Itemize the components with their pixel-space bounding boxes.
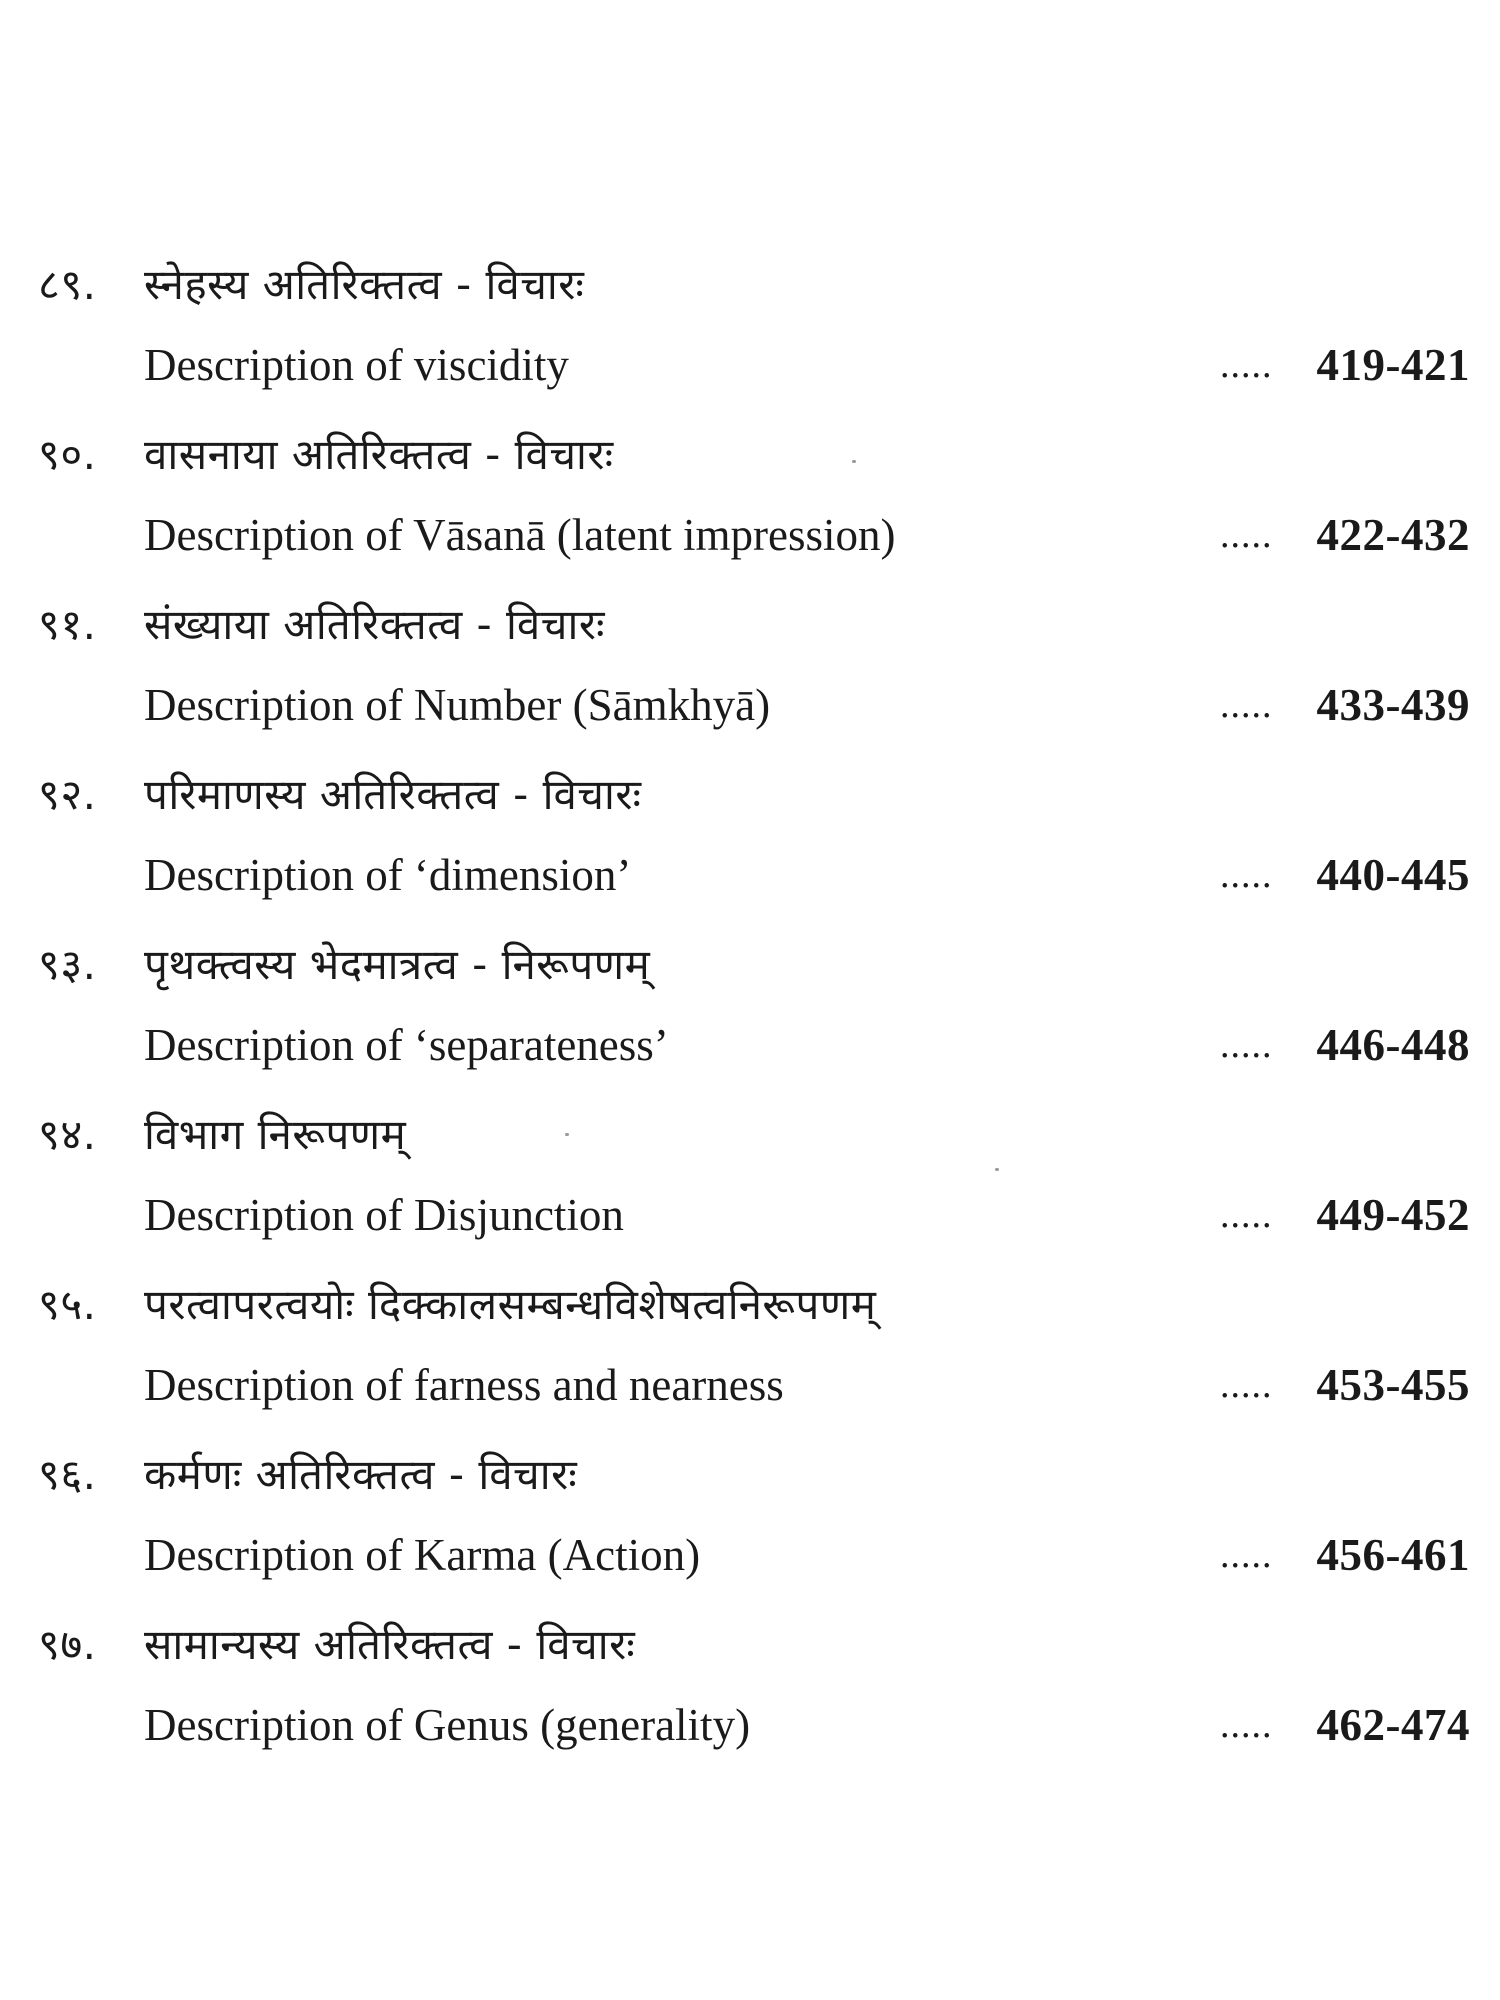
- page-range: 433-439: [1316, 680, 1470, 730]
- entry-number: ८९.: [38, 259, 97, 309]
- page-range: 453-455: [1316, 1360, 1470, 1410]
- english-line: [144, 1177, 1470, 1253]
- dot-leader: .....: [1220, 684, 1273, 726]
- toc-entry: [38, 1095, 1470, 1265]
- english-line: [144, 1007, 1470, 1083]
- dot-leader: .....: [1220, 514, 1273, 556]
- dot-leader: .....: [1220, 1024, 1273, 1066]
- sanskrit-title: वासनाया अतिरिक्तत्व - विचारः: [144, 429, 614, 479]
- english-title: Description of Karma (Action): [144, 1530, 701, 1580]
- table-of-contents: [38, 245, 1470, 1775]
- sanskrit-heading: [38, 1095, 406, 1171]
- entry-number: ९३.: [38, 939, 97, 989]
- scan-speck: [852, 460, 856, 463]
- entry-number: ९६.: [38, 1449, 97, 1499]
- sanskrit-heading: [38, 245, 584, 321]
- english-title: Description of Number (Sāmkhyā): [144, 680, 771, 730]
- entry-number: ९५.: [38, 1279, 97, 1329]
- scan-speck: [995, 1168, 999, 1171]
- sanskrit-heading: [38, 755, 642, 831]
- sanskrit-heading: [38, 925, 650, 1001]
- dot-leader: .....: [1220, 854, 1273, 896]
- dot-leader: .....: [1220, 1534, 1273, 1576]
- entry-number: ९०.: [38, 429, 97, 479]
- sanskrit-title: परत्वापरत्वयोः दिक्कालसम्बन्धविशेषत्वनिरूपणम्: [144, 1279, 877, 1329]
- english-line: [144, 1687, 1470, 1763]
- toc-entry: [38, 925, 1470, 1095]
- page-range: 419-421: [1316, 340, 1470, 390]
- toc-entry: [38, 245, 1470, 415]
- sanskrit-heading: [38, 1605, 635, 1681]
- sanskrit-title: संख्याया अतिरिक्तत्व - विचारः: [144, 599, 605, 649]
- page-range: 422-432: [1316, 510, 1470, 560]
- dot-leader: .....: [1220, 1704, 1273, 1746]
- page-range: 462-474: [1316, 1700, 1470, 1750]
- dot-leader: .....: [1220, 1194, 1273, 1236]
- page-range: 449-452: [1316, 1190, 1470, 1240]
- english-title: Description of Genus (generality): [144, 1700, 751, 1750]
- toc-entry: [38, 755, 1470, 925]
- sanskrit-heading: [38, 585, 605, 661]
- page-range: 446-448: [1316, 1020, 1470, 1070]
- toc-entry: [38, 1265, 1470, 1435]
- sanskrit-title: स्नेहस्य अतिरिक्तत्व - विचारः: [144, 259, 585, 309]
- english-title: Description of Disjunction: [144, 1190, 624, 1240]
- sanskrit-heading: [38, 1265, 876, 1341]
- english-title: Description of farness and nearness: [144, 1360, 784, 1410]
- sanskrit-heading: [38, 1435, 577, 1511]
- sanskrit-title: परिमाणस्य अतिरिक्तत्व - विचारः: [144, 769, 642, 819]
- scan-speck: [565, 1133, 569, 1136]
- entry-number: ९१.: [38, 599, 97, 649]
- sanskrit-heading: [38, 415, 614, 491]
- toc-entry: [38, 585, 1470, 755]
- sanskrit-title: पृथक्त्वस्य भेदमात्रत्व - निरूपणम्: [144, 939, 651, 989]
- english-title: Description of Vāsanā (latent impression): [144, 510, 896, 560]
- entry-number: ९४.: [38, 1109, 97, 1159]
- dot-leader: .....: [1220, 344, 1273, 386]
- english-line: [144, 327, 1470, 403]
- toc-entry: [38, 1605, 1470, 1775]
- entry-number: ९७.: [38, 1619, 97, 1669]
- entry-number: ९२.: [38, 769, 97, 819]
- english-line: [144, 837, 1470, 913]
- english-line: [144, 1347, 1470, 1423]
- toc-entry: [38, 415, 1470, 585]
- english-title: Description of viscidity: [144, 340, 569, 390]
- sanskrit-title: कर्मणः अतिरिक्तत्व - विचारः: [144, 1449, 578, 1499]
- english-title: Description of ‘dimension’: [144, 850, 632, 900]
- english-title: Description of ‘separateness’: [144, 1020, 669, 1070]
- page-range: 456-461: [1316, 1530, 1470, 1580]
- english-line: [144, 497, 1470, 573]
- toc-entry: [38, 1435, 1470, 1605]
- sanskrit-title: विभाग निरूपणम्: [144, 1109, 407, 1159]
- english-line: [144, 1517, 1470, 1593]
- sanskrit-title: सामान्यस्य अतिरिक्तत्व - विचारः: [144, 1619, 636, 1669]
- english-line: [144, 667, 1470, 743]
- dot-leader: .....: [1220, 1364, 1273, 1406]
- page-range: 440-445: [1316, 850, 1470, 900]
